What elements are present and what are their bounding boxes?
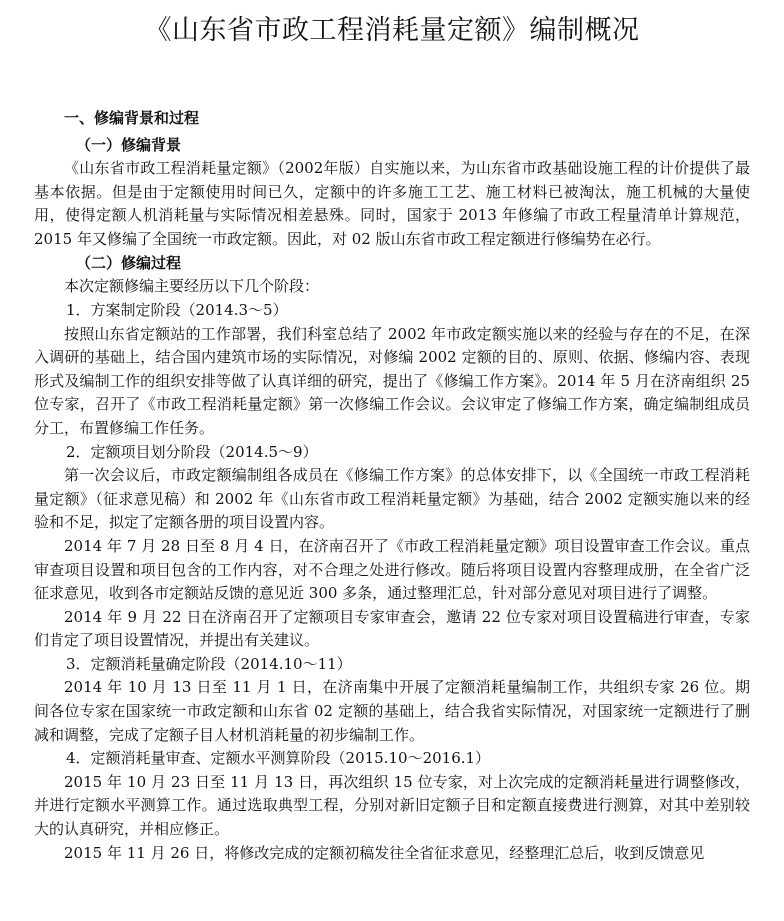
stage-3-paragraph: 2014 年 10 月 13 日至 11 月 1 日，在济南集中开展了定额消耗量编制工作，共组织专家 26 位。期间各位专家在国家统一市政定额和山东省 02 定额的基础上，结合我省实际情况，对国家统一定额进行了删减和调整，完成了定额子目人材机消耗量的初步编制工作。 (34, 678, 750, 744)
stage-2-heading: 2．定额项目划分阶段（2014.5～9） (66, 442, 318, 461)
stage-1-heading: 1．方案制定阶段（2014.3～5） (66, 300, 288, 319)
background-paragraph: 《山东省市政工程消耗量定额》（2002年版）自实施以来，为山东省市政基础设施工程的计价提供了最基本依据。但是由于定额使用时间已久，定额中的许多施工工艺、施工材料已被淘汰，施工机械的大量使用，使得定额人机消耗量与实际情况相差悬殊。同时，国家于 2013 年修编了市政工程量清单计算规范，2015 年又修编了全国统一市政定额。因此，对 02 版山东省市政工程定额进行修编势在必行。 (34, 159, 750, 248)
stage-4-paragraph: 2015 年 10 月 23 日至 11 月 13 日，再次组织 15 位专家，对上次完成的定额消耗量进行调整修改，并进行定额水平测算工作。通过选取典型工程，分别对新旧定额子目和定额直接费进行测算，对其中差别较大的认真研究，并相应修正。 (34, 772, 750, 839)
final-paragraph: 2015 年 11 月 26 日，将修改完成的定额初稿发往全省征求意见，经整理汇总后，收到反馈意见 (64, 843, 705, 862)
process-intro: 本次定额修编主要经历以下几个阶段： (64, 277, 320, 296)
stage-2-paragraph-3: 2014 年 9 月 22 日在济南召开了定额项目专家审查会，邀请 22 位专家对项目设置稿进行审查，专家们肯定了项目设置情况，并提出有关建议。 (34, 607, 750, 650)
subsection-heading-process: （二）修编过程 (76, 254, 182, 273)
stage-2-paragraph-2: 2014 年 7 月 28 日至 8 月 4 日，在济南召开了《市政工程消耗量定额》项目设置审查工作会议。重点审查项目设置和项目包含的工作内容，对不合理之处进行修改。随后将项目设置内容整理成册，在全省广泛征求意见，收到各市定额站反馈的意见近 300 多条，通过整理汇总，针对部分意见对项目进行了调整。 (34, 536, 750, 603)
section-heading-1: 一、修编背景和过程 (64, 109, 200, 127)
stage-1-paragraph: 按照山东省定额站的工作部署，我们科室总结了 2002 年市政定额实施以来的经验与存在的不足，在深入调研的基础上，结合国内建筑市场的实际情况，对修编 2002 定额的目的、原则、依据、修编内容、表现形式及编制工作的组织安排等做了认真详细的研究，提出了《修编工作方案》。2014 年 5 月在济南组织 25 位专家，召开了《市政工程消耗量定额》第一次修编工作会议。会议审定了修编工作方案，确定编制组成员分工，布置修编工作任务。 (34, 324, 750, 437)
stage-3-heading: 3．定额消耗量确定阶段（2014.10～11） (66, 654, 352, 673)
stage-4-heading: 4．定额消耗量审查、定额水平测算阶段（2015.10～2016.1） (66, 749, 491, 768)
document-title: 《山东省市政工程消耗量定额》编制概况 (144, 15, 640, 46)
document-body (34, 106, 750, 865)
stage-2-paragraph-1: 第一次会议后，市政定额编制组各成员在《修编工作方案》的总体安排下，以《全国统一市政工程消耗量定额》（征求意见稿）和 2002 年《山东省市政工程消耗量定额》为基础，结合 2002 定额实施以来的经验和不足，拟定了定额各册的项目设置内容。 (34, 466, 750, 532)
subsection-heading-background: （一）修编背景 (76, 136, 182, 154)
